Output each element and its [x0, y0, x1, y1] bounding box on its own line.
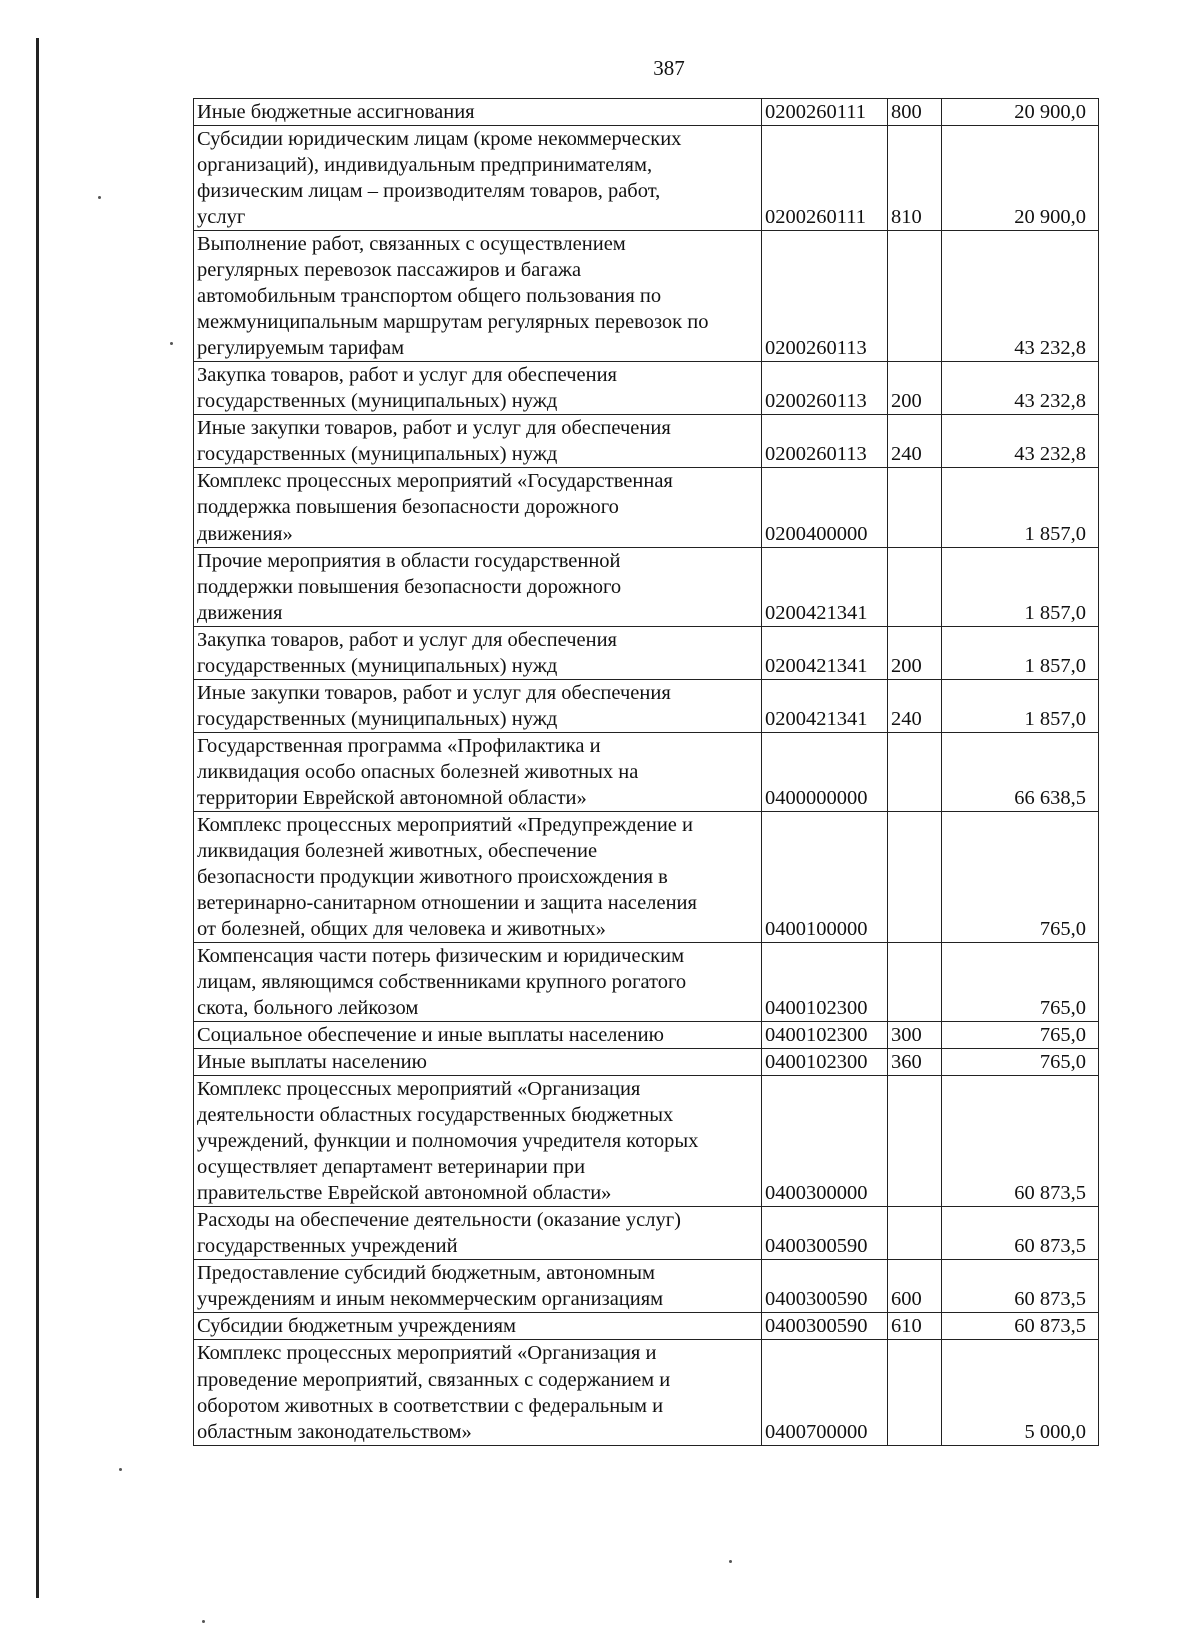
row-amount-cell: 43 232,8	[942, 231, 1099, 362]
row-type-cell	[888, 1076, 942, 1207]
row-amount-cell: 5 000,0	[942, 1340, 1099, 1445]
table-row	[194, 679, 1099, 732]
row-name-cell	[194, 1313, 762, 1340]
row-name-cell	[194, 1076, 762, 1207]
row-name-cell	[194, 547, 762, 626]
row-name-text: Расходы на обеспечение деятельности (оказание услуг) государственных учреждений	[197, 1209, 681, 1258]
row-amount-cell: 60 873,5	[942, 1260, 1099, 1313]
row-type-cell	[888, 231, 942, 362]
row-name-cell	[194, 679, 762, 732]
row-type-cell	[888, 943, 942, 1022]
row-name-text: Иные закупки товаров, работ и услуг для обеспечения государственных (муниципальных) нужд	[197, 681, 671, 730]
budget-table	[193, 98, 1099, 1446]
row-name-text: Иные бюджетные ассигнования	[197, 101, 475, 123]
row-type-cell: 240	[888, 415, 942, 468]
row-code-cell: 0400102300	[762, 1049, 888, 1076]
row-name-cell	[194, 943, 762, 1022]
table-row	[194, 362, 1099, 415]
row-type-cell: 600	[888, 1260, 942, 1313]
row-code-cell: 0400000000	[762, 732, 888, 811]
table-row	[194, 126, 1099, 231]
row-amount-cell: 43 232,8	[942, 362, 1099, 415]
row-amount-cell: 765,0	[942, 811, 1099, 942]
row-name-cell	[194, 1022, 762, 1049]
table-row	[194, 415, 1099, 468]
table-row	[194, 1076, 1099, 1207]
row-type-cell	[888, 468, 942, 547]
table-row	[194, 547, 1099, 626]
row-name-text: Закупка товаров, работ и услуг для обеспечения государственных (муниципальных) нужд	[197, 364, 617, 413]
row-type-cell: 610	[888, 1313, 942, 1340]
row-name-cell	[194, 415, 762, 468]
table-row	[194, 1340, 1099, 1445]
row-code-cell: 0400700000	[762, 1340, 888, 1445]
table-row	[194, 943, 1099, 1022]
table-row	[194, 1207, 1099, 1260]
row-code-cell: 0200421341	[762, 679, 888, 732]
row-type-cell: 200	[888, 626, 942, 679]
row-code-cell: 0200421341	[762, 626, 888, 679]
row-name-text: Комплекс процессных мероприятий «Организация деятельности областных государственных бюджетных учреждений, функции и полномочия учредителя которых осуществляет департамент ветеринарии при правительстве Еврейской автономной области»	[197, 1078, 699, 1205]
table-row	[194, 626, 1099, 679]
row-amount-cell: 765,0	[942, 943, 1099, 1022]
row-name-cell	[194, 626, 762, 679]
table-row	[194, 811, 1099, 942]
scan-speck	[170, 342, 173, 345]
row-name-text: Комплекс процессных мероприятий «Организация и проведение мероприятий, связанных с содержанием и оборотом животных в соответствии с федеральным и областным законодательством»	[197, 1342, 671, 1443]
row-name-text: Социальное обеспечение и иные выплаты населению	[197, 1024, 664, 1047]
row-name-text: Комплекс процессных мероприятий «Государственная поддержка повышения безопасности дорожного движения»	[197, 470, 673, 545]
scan-speck	[202, 1620, 205, 1623]
row-name-text: Субсидии юридическим лицам (кроме некоммерческих организаций), индивидуальным предпринимателям, физическим лицам – производителям товаров, работ, услуг	[197, 128, 682, 229]
row-type-cell	[888, 811, 942, 942]
row-name-cell	[194, 1207, 762, 1260]
row-amount-cell: 1 857,0	[942, 679, 1099, 732]
row-name-cell	[194, 126, 762, 231]
row-amount-cell: 20 900,0	[942, 99, 1099, 126]
row-code-cell: 0400300000	[762, 1076, 888, 1207]
row-amount-cell: 60 873,5	[942, 1207, 1099, 1260]
row-type-cell: 810	[888, 126, 942, 231]
row-amount-cell: 60 873,5	[942, 1313, 1099, 1340]
page-number: 387	[653, 56, 685, 80]
budget-table-body	[194, 99, 1099, 1446]
row-type-cell: 800	[888, 99, 942, 126]
row-code-cell: 0400102300	[762, 1022, 888, 1049]
row-type-cell	[888, 547, 942, 626]
table-row	[194, 99, 1099, 126]
table-row	[194, 1049, 1099, 1076]
row-name-text: Компенсация части потерь физическим и юридическим лицам, являющимся собственниками крупного рогатого скота, больного лейкозом	[197, 945, 687, 1020]
row-type-cell	[888, 732, 942, 811]
table-row	[194, 468, 1099, 547]
row-name-text: Иные выплаты населению	[197, 1051, 427, 1074]
row-amount-cell: 43 232,8	[942, 415, 1099, 468]
row-type-cell: 240	[888, 679, 942, 732]
row-code-cell: 0200400000	[762, 468, 888, 547]
scan-speck	[98, 196, 101, 199]
row-name-text: Государственная программа «Профилактика и ликвидация особо опасных болезней животных на территории Еврейской автономной области»	[197, 734, 639, 809]
table-row	[194, 1260, 1099, 1313]
row-name-text: Выполнение работ, связанных с осуществлением регулярных перевозок пассажиров и багажа автомобильным транспортом общего пользования по межмуниципальным маршрутам регулярных перевозок по регулируемым тарифам	[197, 233, 709, 360]
row-code-cell: 0200260113	[762, 362, 888, 415]
row-name-cell	[194, 811, 762, 942]
row-type-cell: 300	[888, 1022, 942, 1049]
row-amount-cell: 20 900,0	[942, 126, 1099, 231]
row-code-cell: 0200260111	[762, 126, 888, 231]
row-name-cell	[194, 1340, 762, 1445]
row-amount-cell: 765,0	[942, 1022, 1099, 1049]
row-type-cell	[888, 1207, 942, 1260]
row-code-cell: 0400102300	[762, 943, 888, 1022]
row-name-cell	[194, 99, 762, 126]
row-name-cell	[194, 468, 762, 547]
row-name-text: Закупка товаров, работ и услуг для обеспечения государственных (муниципальных) нужд	[197, 628, 617, 677]
row-code-cell: 0200260113	[762, 415, 888, 468]
row-name-cell	[194, 1049, 762, 1076]
scan-speck	[729, 1560, 732, 1563]
row-amount-cell: 60 873,5	[942, 1076, 1099, 1207]
row-amount-cell: 1 857,0	[942, 547, 1099, 626]
row-amount-cell: 1 857,0	[942, 626, 1099, 679]
row-code-cell: 0200421341	[762, 547, 888, 626]
row-code-cell: 0400300590	[762, 1313, 888, 1340]
row-amount-cell: 1 857,0	[942, 468, 1099, 547]
table-row	[194, 1022, 1099, 1049]
row-name-cell	[194, 362, 762, 415]
table-row	[194, 231, 1099, 362]
row-type-cell: 360	[888, 1049, 942, 1076]
row-code-cell: 0400300590	[762, 1260, 888, 1313]
row-type-cell	[888, 1340, 942, 1445]
row-type-cell: 200	[888, 362, 942, 415]
row-name-cell	[194, 1260, 762, 1313]
row-amount-cell: 765,0	[942, 1049, 1099, 1076]
row-amount-cell: 66 638,5	[942, 732, 1099, 811]
scan-edge-line	[36, 38, 39, 1598]
row-code-cell: 0200260113	[762, 231, 888, 362]
row-name-text: Комплекс процессных мероприятий «Предупреждение и ликвидация болезней животных, обеспечение безопасности продукции животного происхождения в ветеринарно-санитарном отношении и защита населения от болезней, общих для человека и животных»	[197, 813, 697, 940]
table-row	[194, 732, 1099, 811]
table-row	[194, 1313, 1099, 1340]
row-name-cell	[194, 231, 762, 362]
row-name-text: Субсидии бюджетным учреждениям	[197, 1315, 517, 1338]
row-code-cell: 0400100000	[762, 811, 888, 942]
row-code-cell: 0200260111	[762, 99, 888, 126]
row-name-text: Иные закупки товаров, работ и услуг для обеспечения государственных (муниципальных) нужд	[197, 417, 671, 466]
row-name-text: Предоставление субсидий бюджетным, автономным учреждениям и иным некоммерческим организациям	[197, 1262, 664, 1311]
row-code-cell: 0400300590	[762, 1207, 888, 1260]
row-name-cell	[194, 732, 762, 811]
scan-speck	[119, 1468, 122, 1471]
row-name-text: Прочие мероприятия в области государственной поддержки повышения безопасности дорожного движения	[197, 549, 622, 624]
